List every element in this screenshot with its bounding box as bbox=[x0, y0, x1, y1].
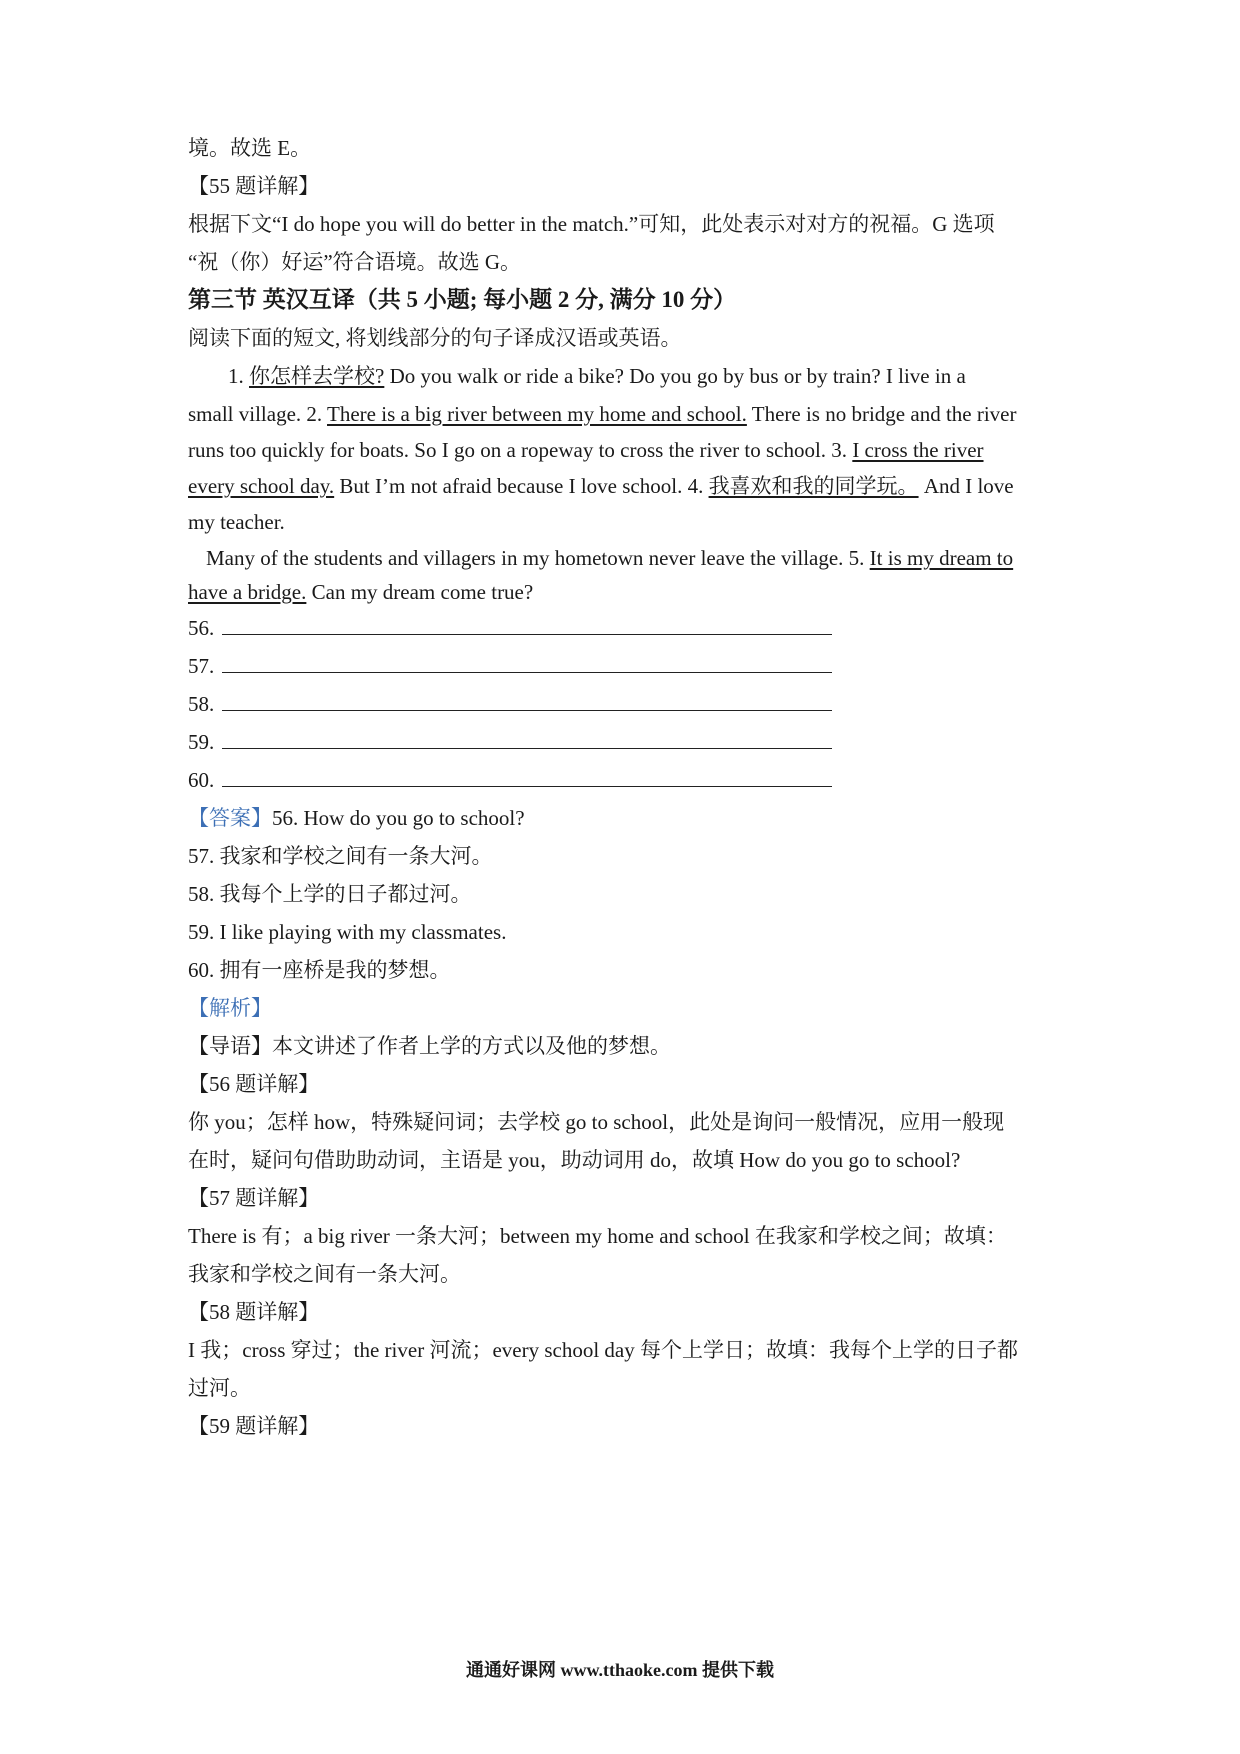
page-footer: 通通好课网 www.tthaoke.com 提供下载 bbox=[466, 1660, 774, 1680]
answer-blank[interactable] bbox=[222, 614, 832, 635]
question-59-heading: 【59 题详解】 bbox=[188, 1414, 320, 1438]
answer-line: 59. I like playing with my classmates. bbox=[188, 920, 507, 944]
answer-blank-row bbox=[188, 652, 832, 680]
underlined-sentence: There is a big river between my home and school. bbox=[327, 402, 747, 426]
text-line: “祝（你）好运”符合语境。故选 G。 bbox=[188, 250, 522, 274]
analysis-intro: 【导语】本文讲述了作者上学的方式以及他的梦想。 bbox=[188, 1034, 671, 1058]
answer-blank[interactable] bbox=[222, 690, 832, 711]
passage-line bbox=[188, 472, 1014, 500]
answer-blank-row bbox=[188, 614, 832, 642]
blank-number: 56. bbox=[188, 616, 215, 640]
passage-line bbox=[206, 544, 1013, 572]
instruction: 阅读下面的短文, 将划线部分的句子译成汉语或英语。 bbox=[188, 326, 682, 350]
answer-line: 60. 拥有一座桥是我的梦想。 bbox=[188, 958, 451, 982]
answer-line bbox=[188, 804, 525, 832]
passage-text: There is no bridge and the river bbox=[746, 402, 1017, 426]
answer-blank[interactable] bbox=[222, 652, 832, 673]
question-57-heading: 【57 题详解】 bbox=[188, 1186, 320, 1210]
sentence-number: 1. bbox=[228, 364, 249, 388]
passage-text: But I’m not afraid because I love school. 4. bbox=[334, 474, 709, 498]
text-line: 过河。 bbox=[188, 1376, 251, 1400]
passage-text: And I love bbox=[918, 474, 1014, 498]
text-line: There is 有；a big river 一条大河；between my home and school 在我家和学校之间；故填： bbox=[188, 1224, 1007, 1248]
answer-blank[interactable] bbox=[222, 766, 832, 787]
answer-line: 57. 我家和学校之间有一条大河。 bbox=[188, 844, 493, 868]
question-55-heading: 【55 题详解】 bbox=[188, 174, 320, 198]
passage-text: Do you walk or ride a bike? Do you go by bus or by train? I live in a bbox=[384, 364, 966, 388]
section-title: 第三节 英汉互译（共 5 小题; 每小题 2 分, 满分 10 分） bbox=[188, 287, 737, 312]
answer-blank-row bbox=[188, 690, 832, 718]
passage-text: runs too quickly for boats. So I go on a ropeway to cross the river to school. 3. bbox=[188, 438, 853, 462]
underlined-sentence: It is my dream to bbox=[869, 546, 1014, 570]
question-58-heading: 【58 题详解】 bbox=[188, 1300, 320, 1324]
text-line: 你 you；怎样 how，特殊疑问词；去学校 go to school，此处是询问一般情况，应用一般现 bbox=[188, 1110, 1005, 1134]
blank-number: 59. bbox=[188, 730, 215, 754]
answer-text: 56. How do you go to school? bbox=[272, 806, 525, 830]
text-line: 根据下文“I do hope you will do better in the match.”可知，此处表示对对方的祝福。G 选项 bbox=[188, 212, 995, 236]
passage-text: small village. 2. bbox=[188, 402, 328, 426]
passage-line bbox=[188, 578, 533, 606]
underlined-sentence: have a bridge. bbox=[188, 580, 307, 604]
passage-line: my teacher. bbox=[188, 510, 285, 534]
text-line: I 我；cross 穿过；the river 河流；every school day 每个上学日；故填：我每个上学的日子都 bbox=[188, 1338, 1018, 1362]
answer-blank-row bbox=[188, 728, 832, 756]
blank-number: 58. bbox=[188, 692, 215, 716]
passage-line bbox=[228, 362, 966, 390]
answer-blank-row bbox=[188, 766, 832, 794]
analysis-tag: 【解析】 bbox=[188, 996, 272, 1020]
answer-tag: 【答案】 bbox=[188, 806, 272, 830]
text-line: 在时，疑问句借助助动词，主语是 you，助动词用 do，故填 How do you go to school? bbox=[188, 1148, 961, 1172]
question-56-heading: 【56 题详解】 bbox=[188, 1072, 320, 1096]
passage-text: Can my dream come true? bbox=[306, 580, 534, 604]
passage-line bbox=[188, 436, 984, 464]
blank-number: 57. bbox=[188, 654, 215, 678]
answer-blank[interactable] bbox=[222, 728, 832, 749]
passage-line bbox=[188, 400, 1017, 428]
blank-number: 60. bbox=[188, 768, 215, 792]
text-line: 我家和学校之间有一条大河。 bbox=[188, 1262, 461, 1286]
passage-text: Many of the students and villagers in my hometown never leave the village. 5. bbox=[206, 546, 870, 570]
underlined-sentence: 我喜欢和我的同学玩。 bbox=[708, 474, 919, 498]
underlined-sentence: I cross the river bbox=[852, 438, 984, 462]
text-line: 境。故选 E。 bbox=[188, 136, 312, 160]
answer-line: 58. 我每个上学的日子都过河。 bbox=[188, 882, 472, 906]
underlined-sentence: 你怎样去学校? bbox=[249, 364, 385, 388]
underlined-sentence: every school day. bbox=[188, 474, 335, 498]
